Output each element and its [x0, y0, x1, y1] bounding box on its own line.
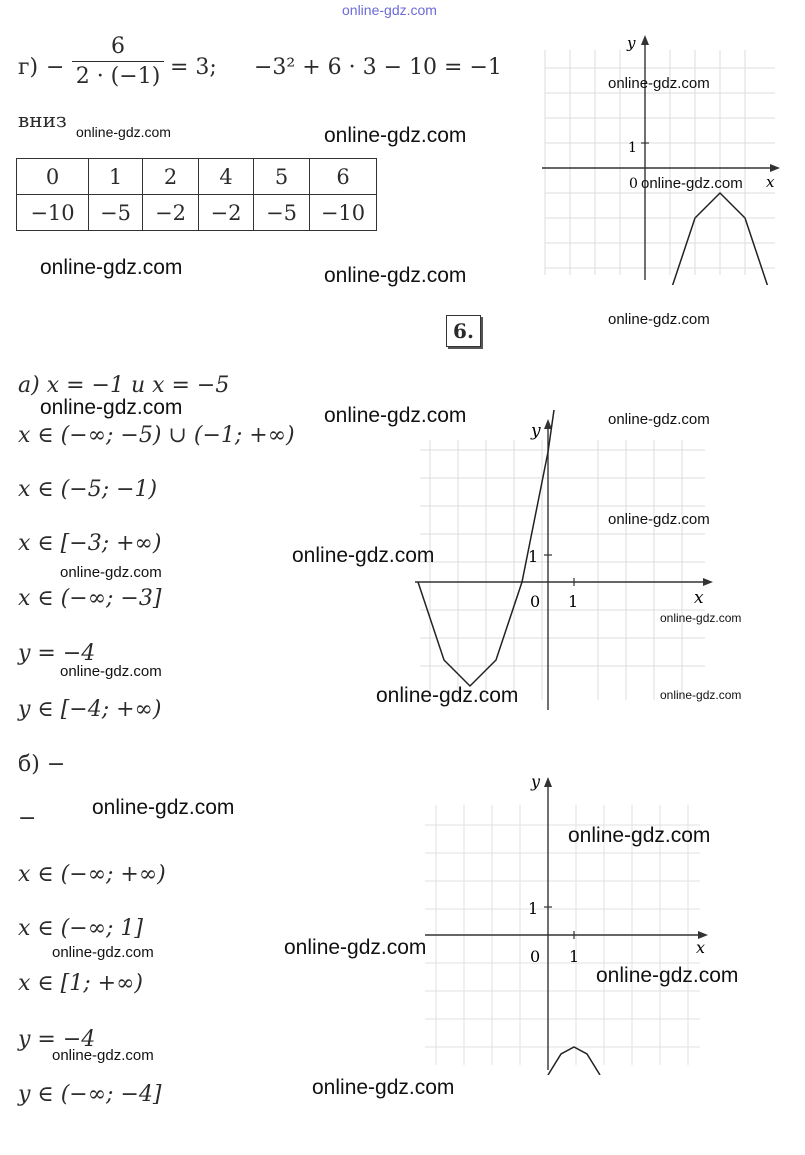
watermark: online-gdz.com — [284, 936, 427, 959]
y-axis-label: y — [531, 421, 541, 441]
parabola-curve — [645, 193, 790, 285]
watermark: online-gdz.com — [608, 75, 710, 92]
watermark: online-gdz.com — [92, 796, 235, 819]
y-axis-label: y — [627, 34, 636, 52]
table-cell: −10 — [310, 195, 377, 231]
fraction-denominator: 2 · (−1) — [75, 64, 161, 89]
table-cell: −2 — [199, 195, 254, 231]
part-a-line: x ∈ [−3; +∞) — [18, 531, 162, 556]
watermark: online-gdz.com — [608, 411, 710, 428]
part-g-fraction — [72, 34, 164, 89]
watermark: online-gdz.com — [312, 1076, 455, 1099]
y-axis-label: y — [531, 772, 541, 791]
x-tick-label-1: 1 — [569, 947, 580, 966]
table-cell: 6 — [310, 159, 377, 195]
origin-label: 0 — [629, 176, 638, 192]
watermark: online-gdz.com — [660, 688, 742, 702]
part-a-line: y ∈ [−4; +∞) — [18, 697, 162, 722]
table-cell: −2 — [143, 195, 199, 231]
watermark: online-gdz.com — [60, 663, 162, 680]
part-b-line: y = −4 — [18, 1027, 96, 1052]
graph-b — [420, 765, 720, 1075]
watermark: online-gdz.com — [292, 544, 435, 567]
watermark: online-gdz.com — [324, 404, 467, 427]
part-g-equals: = 3; — [170, 55, 217, 80]
watermark: online-gdz.com — [40, 256, 183, 279]
table-cell: 2 — [143, 159, 199, 195]
part-b-line: б) − — [18, 752, 66, 777]
origin-label: 0 — [530, 947, 541, 966]
part-g-expression: −3² + 6 · 3 − 10 = −1 — [254, 55, 502, 80]
watermark: online-gdz.com — [52, 944, 154, 961]
fraction-numerator: 6 — [111, 34, 125, 59]
part-a-line: а) x = −1 и x = −5 — [18, 373, 230, 398]
origin-label: 0 — [530, 592, 541, 611]
table-cell: 1 — [89, 159, 143, 195]
table-cell: −10 — [17, 195, 89, 231]
parabola-curve — [548, 1047, 600, 1075]
values-table — [16, 158, 377, 231]
y-arrow-icon — [641, 35, 649, 45]
y-tick-label-1: 1 — [628, 140, 637, 156]
watermark: online-gdz.com — [596, 964, 739, 987]
watermark: online-gdz.com — [76, 124, 171, 140]
part-a-line: y = −4 — [18, 641, 96, 666]
table-cell: 0 — [17, 159, 89, 195]
task-number: 6. — [446, 315, 481, 347]
watermark: online-gdz.com — [376, 684, 519, 707]
watermark: online-gdz.com — [324, 124, 467, 147]
part-b-line: x ∈ [1; +∞) — [18, 971, 144, 996]
part-a-line: x ∈ (−5; −1) — [18, 477, 158, 502]
y-tick-label-1: 1 — [528, 899, 539, 918]
table-cell: −5 — [89, 195, 143, 231]
watermark: online-gdz.com — [608, 511, 710, 528]
table-row-y — [17, 195, 377, 231]
watermark: online-gdz.com — [324, 264, 467, 287]
absolute-parabola-curve — [418, 410, 574, 686]
part-b-line: y ∈ (−∞; −4] — [18, 1082, 162, 1107]
y-tick-label-1: 1 — [528, 547, 539, 566]
part-g-minus: − — [46, 55, 65, 80]
y-arrow-icon — [544, 777, 552, 787]
x-axis-label: x — [696, 938, 706, 957]
watermark: online-gdz.com — [52, 1047, 154, 1064]
part-a-line: x ∈ (−∞; −3] — [18, 586, 162, 611]
x-axis-label: x — [694, 588, 704, 608]
watermark: online-gdz.com — [40, 396, 183, 419]
top-watermark: online-gdz.com — [342, 2, 437, 18]
x-axis-label: x — [766, 173, 775, 191]
part-g-direction: вниз — [18, 108, 67, 132]
graph-a — [405, 410, 725, 720]
part-b-line: − — [18, 806, 37, 831]
x-arrow-icon — [770, 164, 780, 172]
fraction-bar — [72, 61, 164, 62]
table-cell: −5 — [254, 195, 310, 231]
watermark: online-gdz.com — [641, 175, 743, 192]
table-row-x — [17, 159, 377, 195]
part-g-label: г) — [18, 55, 39, 80]
x-tick-label-1: 1 — [568, 592, 579, 611]
watermark: online-gdz.com — [60, 564, 162, 581]
watermark: online-gdz.com — [568, 824, 711, 847]
table-cell: 5 — [254, 159, 310, 195]
watermark: online-gdz.com — [608, 311, 710, 328]
part-a-line: x ∈ (−∞; −5) ∪ (−1; +∞) — [18, 423, 295, 448]
watermark: online-gdz.com — [660, 611, 742, 625]
graph-g — [540, 30, 790, 285]
x-arrow-icon — [703, 578, 713, 586]
table-cell: 4 — [199, 159, 254, 195]
grid — [420, 440, 705, 700]
part-b-line: x ∈ (−∞; 1] — [18, 916, 144, 941]
part-b-line: x ∈ (−∞; +∞) — [18, 862, 166, 887]
